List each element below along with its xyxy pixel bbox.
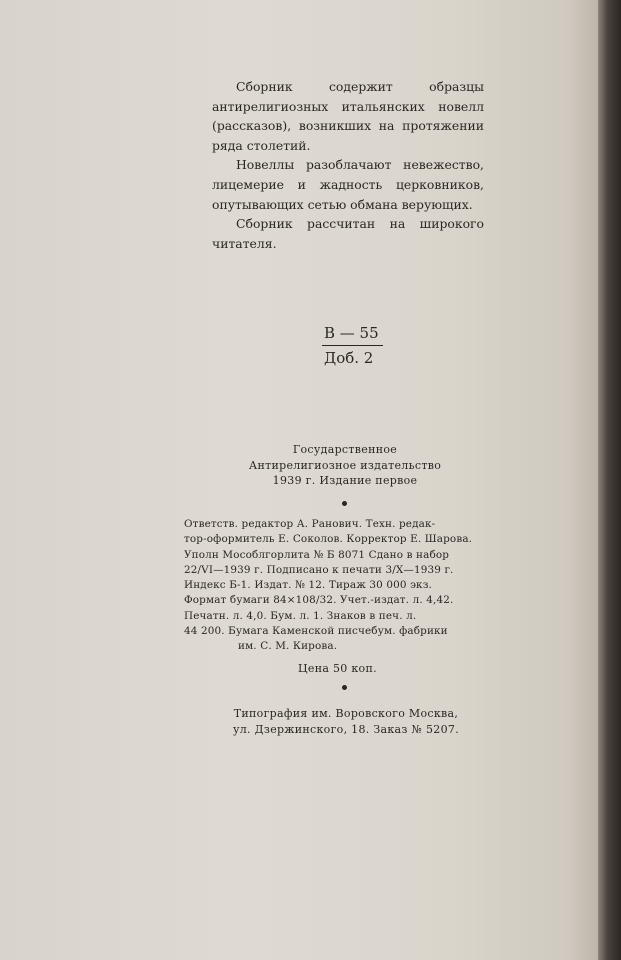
printer-line-2: ул. Дзержинского, 18. Заказ № 5207. bbox=[233, 723, 459, 736]
classification-top: В — 55 bbox=[322, 322, 383, 346]
imprint-line-6: Формат бумаги 84×108/32. Учет.-издат. л. 4,42. bbox=[184, 594, 454, 607]
imprint-line-5: Индекс Б-1. Издат. № 12. Тираж 30 000 экз. bbox=[184, 579, 432, 592]
page-edge bbox=[598, 0, 621, 960]
imprint-block bbox=[184, 517, 484, 655]
printer-line-1: Типография им. Воровского Москва, bbox=[233, 707, 459, 720]
classification-code bbox=[322, 322, 383, 369]
classification-bottom: Доб. 2 bbox=[324, 349, 374, 367]
annotation-blurb bbox=[212, 77, 484, 253]
publisher-line-3: 1939 г. Издание первое bbox=[272, 474, 418, 487]
blurb-paragraph-3: Сборник рассчитан на широкого читателя. bbox=[212, 216, 484, 251]
publisher-block bbox=[180, 442, 510, 489]
imprint-line-4: 22/VI—1939 г. Подписано к печати 3/X—1939 г. bbox=[184, 563, 454, 576]
publisher-line-2: Антирелигиозное издательство bbox=[248, 458, 442, 472]
separator-dot-1 bbox=[342, 501, 347, 506]
separator-dot-2 bbox=[342, 685, 347, 690]
printer-block bbox=[206, 706, 486, 738]
imprint-line-2: тор-оформитель Е. Соколов. Корректор Е. Шарова. bbox=[184, 533, 473, 546]
imprint-line-1: Ответств. редактор А. Ранович. Техн. редак- bbox=[184, 518, 436, 530]
imprint-line-3: Уполн Мособлгорлита № Б 8071 Сдано в набор bbox=[184, 548, 450, 561]
imprint-line-7: Печатн. л. 4,0. Бум. л. 1. Знаков в печ. л. bbox=[184, 609, 417, 622]
imprint-line-8: 44 200. Бумага Каменской писчебум. фабрики bbox=[184, 625, 448, 638]
price: Цена 50 коп. bbox=[298, 662, 377, 675]
publisher-line-1: Государственное bbox=[292, 443, 398, 456]
imprint-line-9: им. С. М. Кирова. bbox=[238, 640, 338, 653]
blurb-paragraph-2: Новеллы разоблачают невежество, лицемерие и жадность церковников, опутывающих сетью обмана верующих. bbox=[212, 157, 484, 212]
blurb-paragraph-1: Сборник содержит образцы антирелигиозных итальянских новелл (рассказов), возникших на протяжении ряда столетий. bbox=[212, 79, 484, 153]
